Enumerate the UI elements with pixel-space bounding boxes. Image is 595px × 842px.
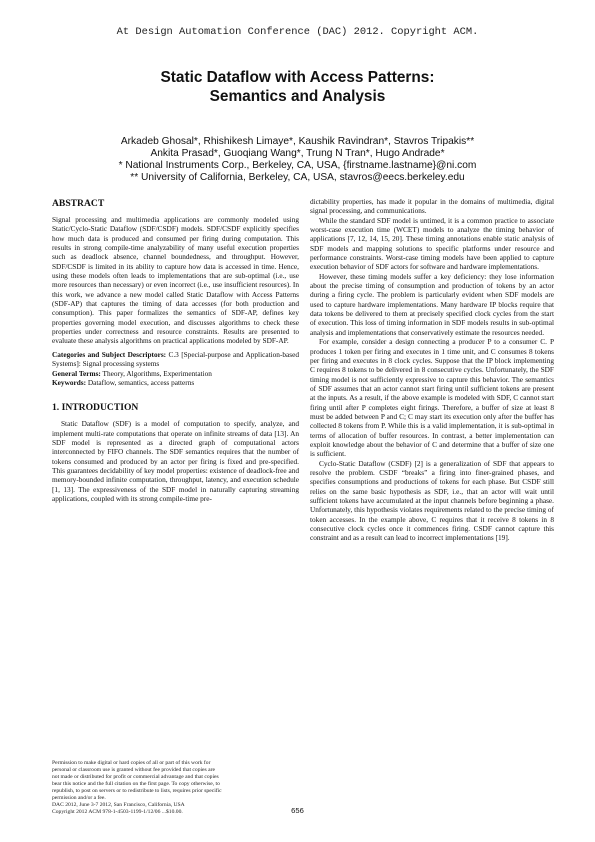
general-terms-line <box>52 369 299 378</box>
categories-text: C.3 [Special-purpose and Application-based Systems]: Signal processing systems <box>52 349 299 369</box>
permission-line: republish, to post on servers or to redistribute to lists, requires prior specific <box>52 788 222 794</box>
right-paragraph-csdf: Cyclo-Static Dataflow (CSDF) [2] is a generalization of SDF that appears to resolve the problem. CSDF “breaks” a firing into finer-grained phases, and specifies consumptions and productions of tokens for each phase. But CSDF still relies on the same basic hypothesis as SDF, i.e., that an actor will wait until sufficient tokens have accumulated at the input channels before beginning a phase. Unfortunately, this hypothesis violates requirements related to the precise timing of token accesses. In the example above, C requires that it receive 8 tokens in 8 consecutive clock cycles once it commences firing. CSDF cannot capture this constraint and as a result can lead to incorrect implementations [19]. <box>310 458 554 543</box>
right-paragraph-wcet: While the standard SDF model is untimed, it is a common practice to associate worst-case execution time (WCET) models to analyze the timing behavior of applications [7, 12, 14, 15, 20]. These timing annotations enable static analysis of SDF models and mapping solutions to specific platforms under resource and performance constraints. Worst-case timing models have been applied to capture execution behavior of SDF actors for software and hardware implementations. <box>310 215 554 272</box>
left-column <box>52 198 299 503</box>
keywords-label: Keywords: <box>52 377 87 387</box>
introduction-heading: 1. INTRODUCTION <box>52 402 139 414</box>
conference-info-line: DAC 2012, June 3-7 2012, San Francisco, California, USA <box>52 802 185 808</box>
permission-line: bear this notice and the full citation on the first page. To copy otherwise, to <box>52 781 220 787</box>
permission-line: personal or classroom use is granted without fee provided that copies are <box>52 767 215 773</box>
author-names-line-2: Ankita Prasad*, Guoqiang Wang*, Trung N Tran*, Hugo Andrade* <box>150 148 445 159</box>
page-number: 656 <box>291 806 304 815</box>
title-line-2: Semantics and Analysis <box>209 88 386 105</box>
abstract-heading: ABSTRACT <box>52 198 105 209</box>
categories-label: Categories and Subject Descriptors: <box>52 349 167 359</box>
general-terms-label: General Terms: <box>52 368 101 378</box>
right-paragraph-deficiency: However, these timing models suffer a key deficiency: they lose information about the precise timing of consumption and production of tokens by an actor during a firing cycle. The problem is particularly evident when SDF models are used to capture hardware implementations. Many hardware IP blocks require that data tokens be delivered to them at precisely specified clock cycles from the start of execution. This loss of timing information in SDF models results in sub-optimal analysis and implementations that conservatively estimate the resources needed. <box>310 271 554 337</box>
abstract-text: Signal processing and multimedia applications are commonly modeled using Static/Cyclo-Static Dataflow (SDF/CSDF) models. SDF/CSDF explicitly specifies how much data is produced and consumed per firing during computation. This results in strong compile-time analyzability of many useful execution properties such as deadlock absence, channel boundedness, and throughput. However, SDF/CSDF is limited in its ability to capture how data is accessed in time. Hence, using these models often leads to implementations that are sub-optimal (i.e., use more resources than necessary) or even incorrect (i.e., use insufficient resources). In this work, we advance a new model called Static Dataflow with Access Patterns (SDF-AP) that captures the timing of data accesses (for both production and consumption). This paper formalizes the semantics of SDF-AP, defines key properties governing model execution, and discusses algorithms to check these properties under correctness and resource constraints. Results are presented to evaluate these analysis algorithms on practical applications modeled by SDF-AP. <box>52 215 299 346</box>
conference-header-note: At Design Automation Conference (DAC) 2012. Copyright ACM. <box>116 26 479 38</box>
keywords-text: Dataflow, semantics, access patterns <box>87 377 195 387</box>
paper-title <box>0 68 595 106</box>
right-paragraph-example: For example, consider a design connecting a producer P to a consumer C. P produces 1 token per firing and executes in 1 time unit, and C consumes 8 tokens per firing and executes in 8 clock cycles. Suppose that the IP block implementing C requires 8 tokens to be delivered in 8 consecutive cycles. Unfortunately, the SDF timing model is not sufficiently expressive to capture this behavior. The semantics of SDF assumes that an actor cannot start firing until sufficient tokens are present at the inputs. As a result, if the above example is modeled with SDF, C cannot start firing until after P completes eight firings. Therefore, a buffer of size at least 8 must be added between P and C; C may start its execution only after the buffer has collected 8 tokens from P. While this is a valid implementation, it is sub-optimal in terms of allocation of buffer resources. In contrast, a better implementation can exploit knowledge about the behavior of C and determine that a buffer of size one is sufficient. <box>310 337 554 459</box>
introduction-paragraph: Static Dataflow (SDF) is a model of computation to specify, analyze, and implement multi-rate computations that operate on infinite streams of data [13]. An SDF model is represented as a directed graph of computational actors interconnected by FIFO channels. The SDF semantics requires that the number of tokens consumed and produced by an actor per firing is fixed and pre-specified. This guarantees decidability of key model properties: existence of deadlock-free and memory-bounded infinite computation, throughput, latency, and execution schedule [1, 13]. The expressiveness of the SDF model in naturally capturing streaming applications, coupled with its strong compile-time pre- <box>52 419 299 503</box>
permission-line: Permission to make digital or hard copies of all or part of this work for <box>52 760 211 766</box>
categories-line <box>52 350 299 369</box>
general-terms-text: Theory, Algorithms, Experimentation <box>102 368 212 378</box>
copyright-line: Copyright 2012 ACM 978-1-4503-1199-1/12/06 ...$10.00. <box>52 809 183 815</box>
right-paragraph-continuation: dictability properties, has made it popular in the domains of multimedia, digital signal processing, and communications. <box>310 197 554 216</box>
permission-line: not made or distributed for profit or commercial advantage and that copies <box>52 774 219 780</box>
permission-line: permission and/or a fee. <box>52 795 106 801</box>
affiliation-berkeley: ** University of California, Berkeley, CA, USA, stavros@eecs.berkeley.edu <box>130 172 465 183</box>
right-column <box>310 197 554 543</box>
title-line-1: Static Dataflow with Access Patterns: <box>160 69 435 86</box>
affiliation-ni: * National Instruments Corp., Berkeley, CA, USA, {firstname.lastname}@ni.com <box>118 160 477 171</box>
keywords-line <box>52 378 299 387</box>
author-names-line-1: Arkadeb Ghosal*, Rhishikesh Limaye*, Kaushik Ravindran*, Stavros Tripakis** <box>120 136 475 147</box>
author-block <box>0 136 595 184</box>
